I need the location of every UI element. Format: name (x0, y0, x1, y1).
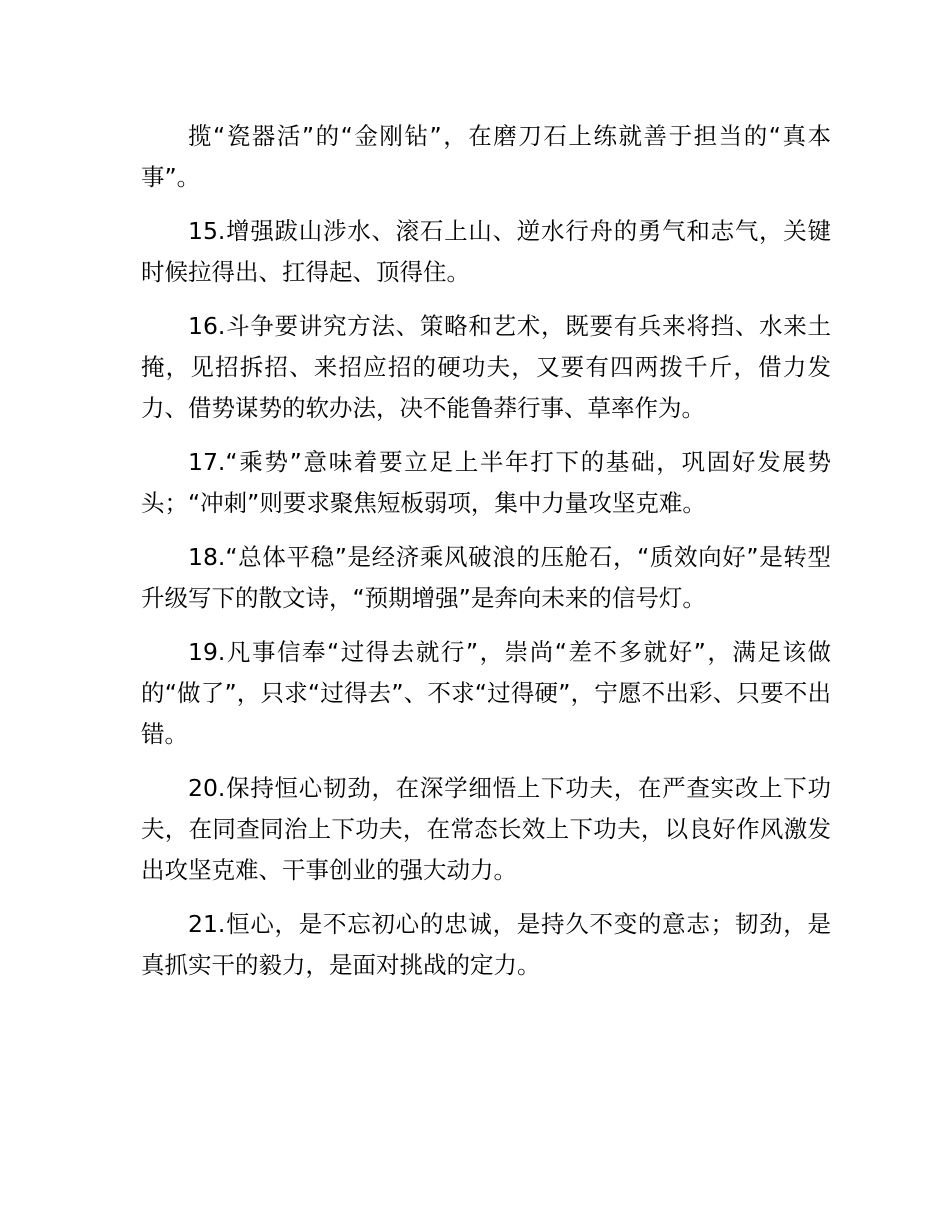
paragraph-21: 21.恒心，是不忘初心的忠诚，是持久不变的意志；韧劲，是真抓实干的毅力，是面对挑战的定力。 (141, 910, 831, 979)
paragraph-16: 16.斗争要讲究方法、策略和艺术，既要有兵来将挡、水来土掩，见招拆招、来招应招的硬功夫，又要有四两拨千斤，借力发力、借势谋势的软办法，决不能鲁莽行事、草率作为。 (141, 312, 831, 422)
paragraph-18: 18.“总体平稳”是经济乘风破浪的压舱石，“质效向好”是转型升级写下的散文诗，“预期增强”是奔向未来的信号灯。 (141, 543, 831, 612)
paragraph-20: 20.保持恒心韧劲，在深学细悟上下功夫，在严查实改上下功夫，在同查同治上下功夫，在常态长效上下功夫，以良好作风激发出攻坚克难、干事创业的强大动力。 (141, 774, 831, 884)
paragraph-15: 15.增强跋山涉水、滚石上山、逆水行舟的勇气和志气，关键时候拉得出、扛得起、顶得住。 (141, 217, 831, 286)
document-page (141, 116, 831, 999)
paragraph-14-continued: 揽“瓷器活”的“金刚钻”，在磨刀石上练就善于担当的“真本事”。 (141, 122, 831, 191)
paragraph-19: 19.凡事信奉“过得去就行”，崇尚“差不多就好”，满足该做的“做了”，只求“过得去”、不求“过得硬”，宁愿不出彩、只要不出错。 (141, 638, 831, 748)
paragraph-17: 17.“乘势”意味着要立足上半年打下的基础，巩固好发展势头；“冲刺”则要求聚焦短板弱项，集中力量攻坚克难。 (141, 448, 831, 517)
